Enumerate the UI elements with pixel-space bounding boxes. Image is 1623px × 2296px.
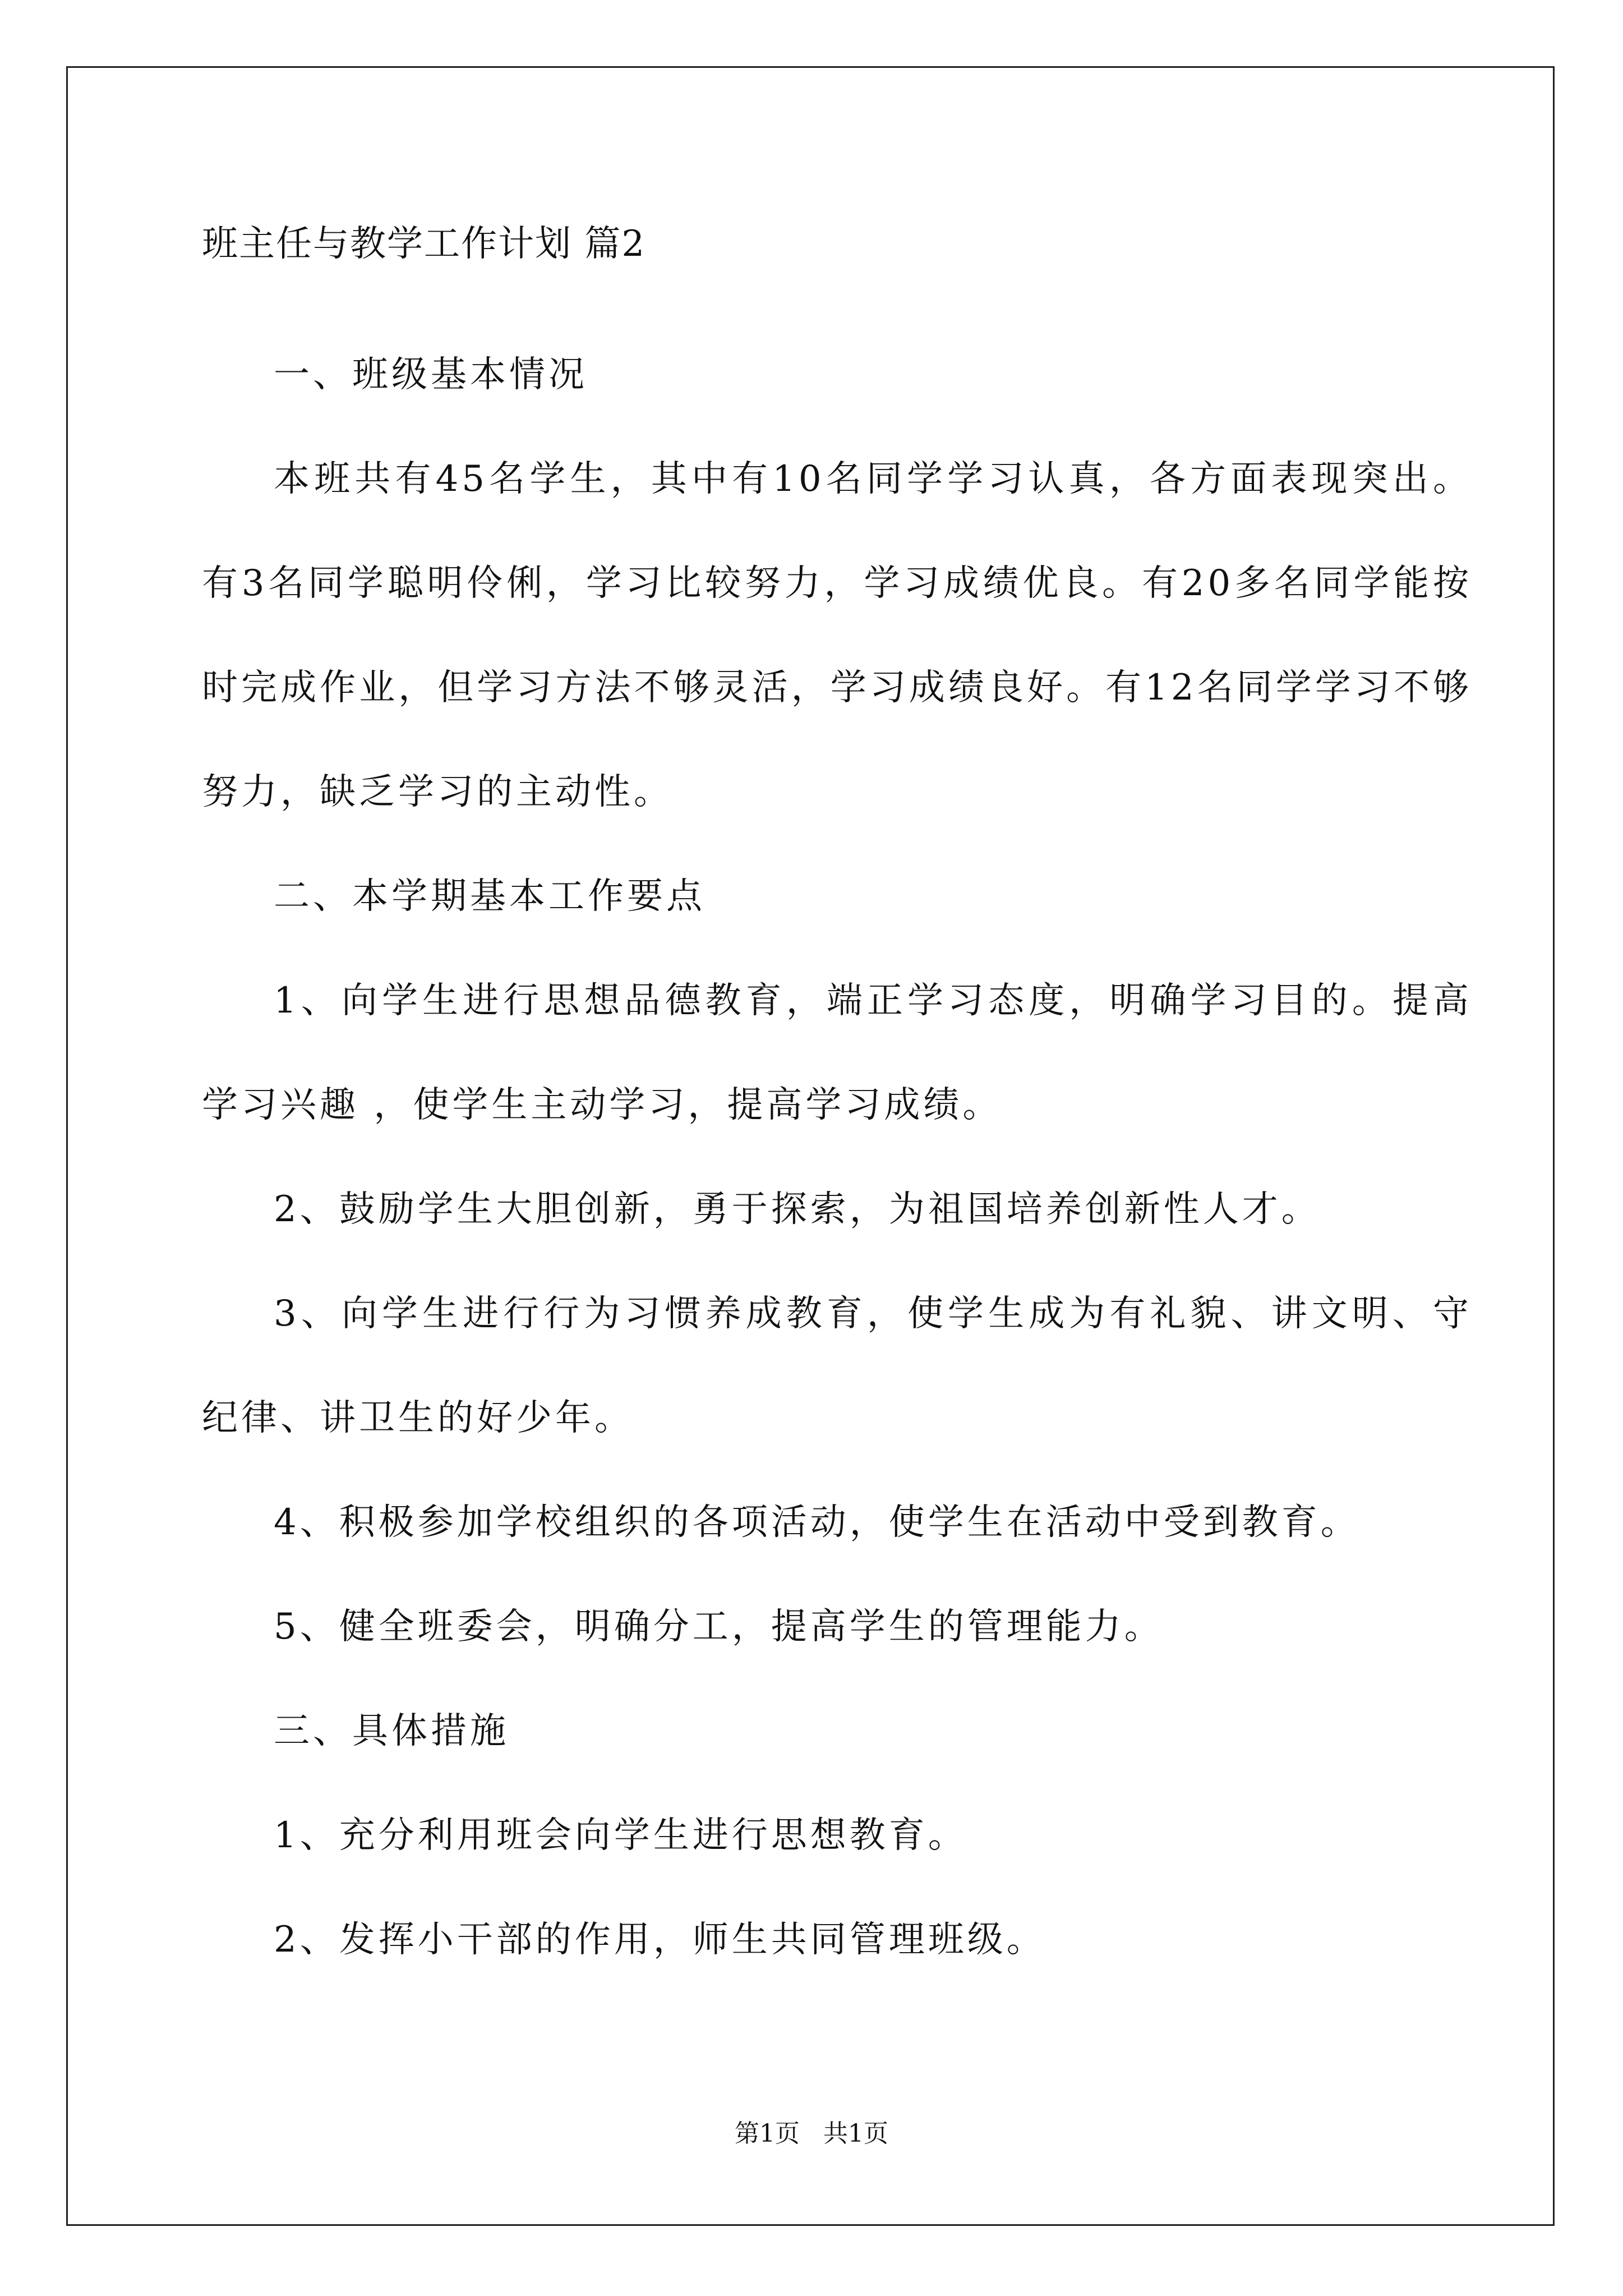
document-title: 班主任与教学工作计划 篇2 bbox=[202, 223, 646, 265]
paragraph-class-overview: 本班共有45名学生，其中有10名同学学习认真，各方面表现突出。有3名同学聪明伶俐，学习比较努力，学习成绩优良。有20多名同学能按时完成作业，但学习方法不够灵活，学习成绩良好。有12名同学学习不够努力，缺乏学习的主动性。 bbox=[202, 458, 1472, 813]
work-point-4: 4、积极参加学校组织的各项活动，使学生在活动中受到教育。 bbox=[274, 1502, 1360, 1543]
measure-2: 2、发挥小干部的作用，师生共同管理班级。 bbox=[274, 1919, 1046, 1961]
section-heading-measures: 三、具体措施 bbox=[274, 1710, 509, 1752]
page-footer: 第1页 共1页 bbox=[735, 2119, 888, 2148]
measure-1: 1、充分利用班会向学生进行思想教育。 bbox=[274, 1815, 967, 1856]
work-point-2: 2、鼓励学生大胆创新，勇于探索，为祖国培养创新性人才。 bbox=[274, 1189, 1321, 1230]
work-point-3: 3、向学生进行行为习惯养成教育，使学生成为有礼貌、讲文明、守纪律、讲卫生的好少年。 bbox=[202, 1293, 1472, 1439]
document-body bbox=[202, 216, 1472, 1992]
section-heading-work-points: 二、本学期基本工作要点 bbox=[274, 876, 706, 917]
work-point-1: 1、向学生进行思想品德教育，端正学习态度，明确学习目的。提高学习兴趣 ，使学生主动学习，提高学习成绩。 bbox=[202, 980, 1472, 1126]
section-heading-basic-situation: 一、班级基本情况 bbox=[274, 354, 588, 395]
work-point-5: 5、健全班委会，明确分工，提高学生的管理能力。 bbox=[274, 1606, 1164, 1648]
